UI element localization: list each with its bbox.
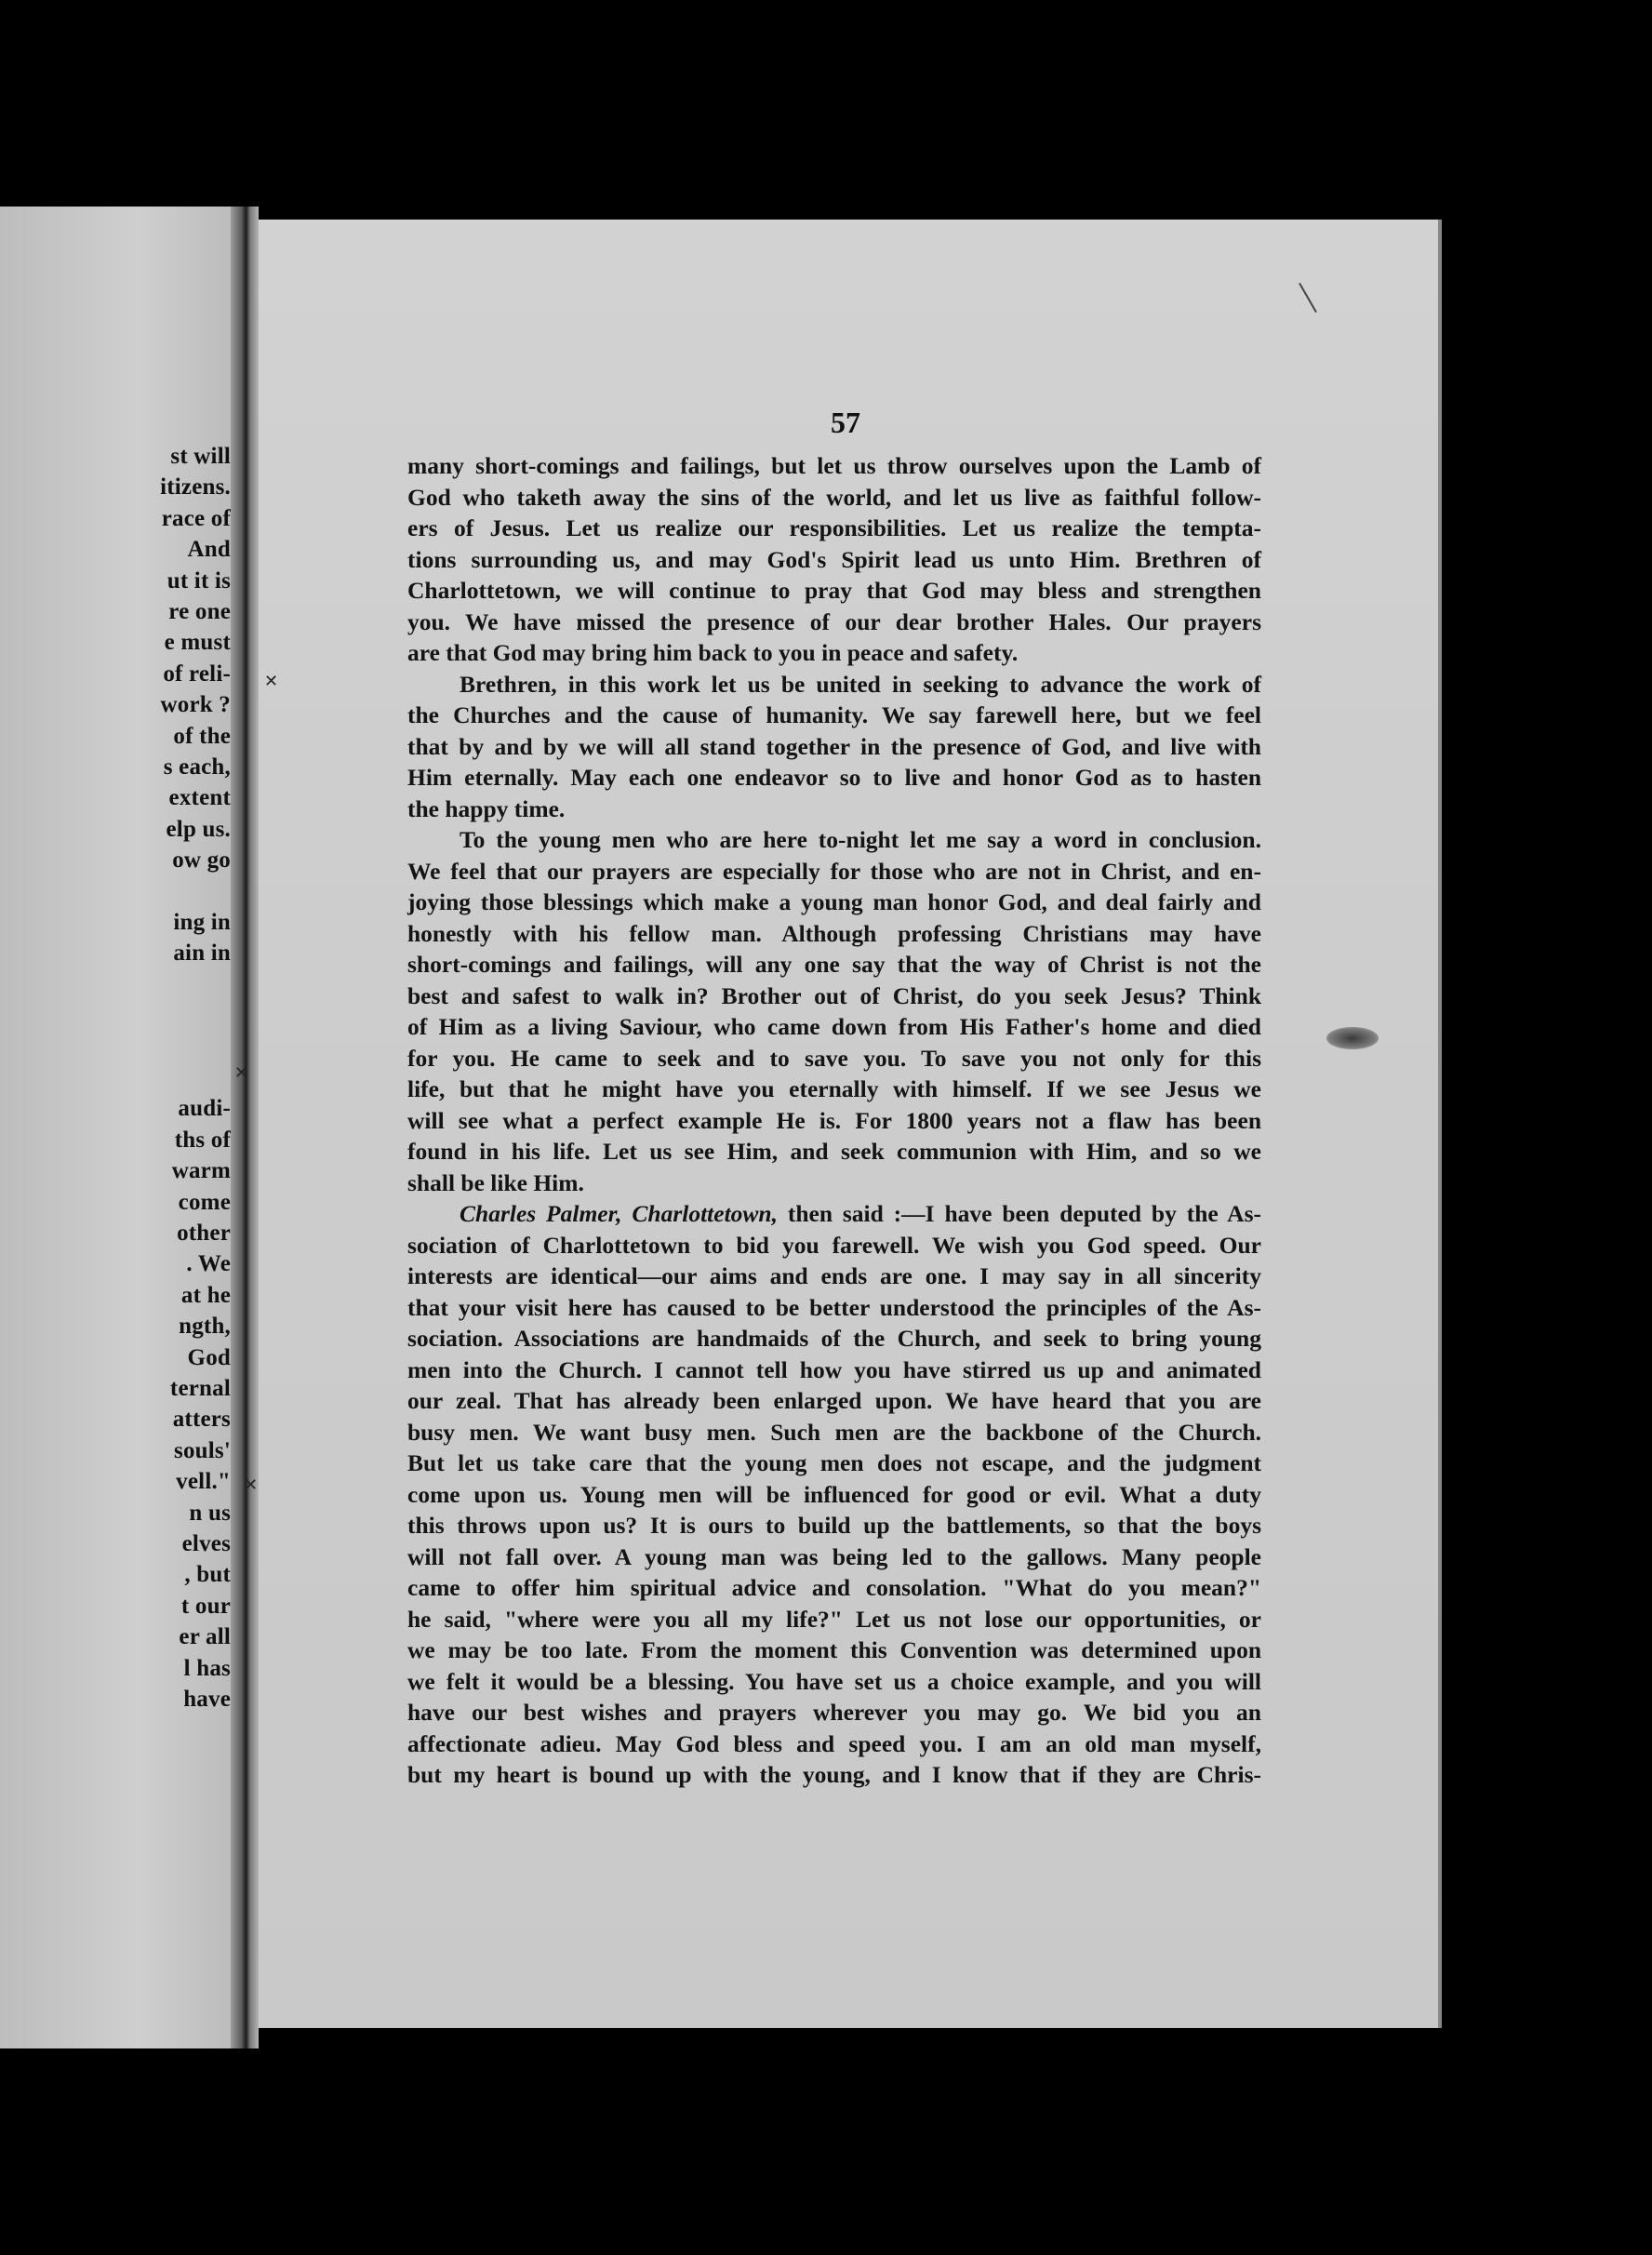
previous-page-line-fragment: ngth, (179, 1314, 231, 1340)
speaker-text-line: men into the Church. I cannot tell how you have stirred us up and animated (407, 1355, 1261, 1383)
previous-page-line-fragment: elp us. (166, 816, 231, 842)
previous-page-line-fragment: race of (161, 505, 231, 531)
body-text-line: joying those blessings which make a young man honor God, and deal fairly and (407, 888, 1261, 915)
previous-page-line-fragment: God (187, 1344, 231, 1370)
previous-page-line-fragment: elves (181, 1531, 231, 1556)
speaker-text-line: we may be too late. From the moment this Convention was determined upon (407, 1636, 1261, 1663)
previous-page-line-fragment: have (183, 1687, 231, 1712)
speaker-paragraph (407, 1198, 1261, 1791)
previous-page-line-fragment: at he (180, 1282, 231, 1308)
speaker-text-line: he said, "where were you all my life?" Let us not lose our opportunities, or (407, 1605, 1261, 1633)
body-text-line: life, but that he might have you eternally with himself. If we see Jesus we (407, 1075, 1261, 1102)
previous-page-line-fragment: warm (171, 1158, 231, 1184)
previous-page-line-fragment: , but (184, 1562, 231, 1588)
previous-page-line-fragment: atters (172, 1407, 231, 1433)
previous-page-line-fragment: itizens. (160, 474, 231, 500)
body-text-line: Brethren, in this work let us be united in seeking to advance the work of (460, 670, 1261, 698)
speaker-text-line: affectionate adieu. May God bless and speed you. I am an old man myself, (407, 1729, 1261, 1757)
body-text-line: God who taketh away the sins of the world, and let us live as faithful follow- (407, 483, 1261, 511)
body-text-line: for you. He came to seek and to save you. To save you not only for this (407, 1044, 1261, 1072)
previous-page-line-fragment: ternal (169, 1376, 231, 1401)
staple-mark-top: ✕ (264, 672, 279, 691)
previous-page-line-fragment: s each, (163, 754, 231, 780)
body-text-line: Him eternally. May each one endeavor so to live and honor God as to hasten (407, 764, 1261, 791)
speaker-text-line: came to offer him spiritual advice and consolation. "What do you mean?" (407, 1574, 1261, 1601)
speaker-first-line (407, 1198, 1261, 1230)
body-text-line: that by and by we will all stand together in the presence of God, and live with (407, 732, 1261, 760)
previous-page-line-fragment: t our (180, 1593, 231, 1619)
speaker-text-line: have our best wishes and prayers wherever you may go. We bid you an (407, 1699, 1261, 1726)
body-text-line: of Him as a living Saviour, who came down from His Father's home and died (407, 1013, 1261, 1040)
previous-page-line-fragment: n us (189, 1500, 231, 1526)
body-text-line: We feel that our prayers are especially for those who are not in Christ, and en- (407, 857, 1261, 885)
speaker-text-line: come upon us. Young men will be influenced for good or evil. What a duty (407, 1480, 1261, 1508)
previous-page-line-fragment: audi- (178, 1096, 231, 1122)
speaker-text-line: that your visit here has caused to be better understood the principles of the As- (407, 1293, 1261, 1321)
previous-page-line-fragment: . We (186, 1251, 231, 1277)
body-text-line: the happy time. (407, 794, 566, 822)
speaker-text-line: we felt it would be a blessing. You have set us a choice example, and you will (407, 1667, 1261, 1695)
body-text-line: the Churches and the cause of humanity. We say farewell here, but we feel (407, 701, 1261, 728)
body-text-line: best and safest to walk in? Brother out of Christ, do you seek Jesus? Think (407, 981, 1261, 1009)
previous-page-line-fragment: And (187, 537, 231, 563)
speaker-intro-text: then said :—I have been deputed by the As- (777, 1200, 1261, 1227)
previous-page-line-fragment: vell." (176, 1469, 231, 1495)
body-text-line: found in his life. Let us see Him, and seek communion with Him, and so we (407, 1138, 1261, 1165)
body-text-line: ers of Jesus. Let us realize our responsibilities. Let us realize the tempta- (407, 514, 1261, 541)
body-text-line: many short-comings and failings, but let us throw ourselves upon the Lamb of (407, 452, 1261, 479)
speaker-text-line: but my heart is bound up with the young, and I know that if they are Chris- (407, 1761, 1261, 1788)
previous-page-line-fragment: ths of (174, 1127, 231, 1153)
speaker-text-line: But let us take care that the young men does not escape, and the judgment (407, 1449, 1261, 1476)
speaker-text-line: this throws upon us? It is ours to build up the battlements, so that the boys (407, 1512, 1261, 1539)
previous-page-line-fragment: st will (170, 444, 231, 469)
previous-page-fragment (0, 207, 231, 2048)
body-text-line: tions surrounding us, and may God's Spirit lead us unto Him. Brethren of (407, 545, 1261, 573)
previous-page-line-fragment: work ? (160, 692, 231, 718)
staple-mark-bottom: ✕ (244, 1475, 259, 1495)
previous-page-line-fragment: extent (168, 785, 231, 811)
speaker-text-line: sociation of Charlottetown to bid you farewell. We wish you God speed. Our (407, 1231, 1261, 1259)
body-text-line: are that God may bring him back to you in peace and safety. (407, 639, 1019, 666)
closing-address-paragraphs (407, 450, 1261, 1198)
body-text-line: Charlottetown, we will continue to pray that God may bless and strengthen (407, 577, 1261, 604)
book-gutter (231, 207, 259, 2048)
previous-page-line-fragment: er all (179, 1624, 231, 1650)
speaker-remarks (407, 1230, 1261, 1791)
speaker-text-line: sociation. Associations are handmaids of the Church, and seek to bring young (407, 1325, 1261, 1352)
previous-page-line-fragment: come (178, 1189, 231, 1215)
previous-page-line-fragment: re one (168, 599, 231, 624)
speaker-text-line: our zeal. That has already been enlarged upon. We have heard that you are (407, 1387, 1261, 1414)
staple-mark-middle: ✕ (234, 1063, 249, 1083)
previous-page-line-fragment: ow go (172, 847, 231, 874)
previous-page-line-fragment: l has (183, 1655, 231, 1681)
previous-page-line-fragment: of the (173, 723, 231, 749)
previous-page-line-fragment: other (177, 1221, 231, 1246)
body-text-line: you. We have missed the presence of our dear brother Hales. Our prayers (407, 607, 1261, 635)
body-text-line: To the young men who are here to-night let me say a word in conclusion. (460, 826, 1261, 853)
page-body-text (407, 450, 1261, 1791)
previous-page-line-fragment: of reli- (163, 660, 231, 687)
body-text-line: will see what a perfect example He is. For 1800 years not a flaw has been (407, 1106, 1261, 1134)
previous-page-line-fragment: souls' (174, 1437, 231, 1463)
previous-page-line-fragment: ing in (173, 910, 231, 935)
body-text-line: honestly with his fellow man. Although professing Christians may have (407, 919, 1261, 947)
body-text-line: shall be like Him. (407, 1168, 584, 1196)
speaker-text-line: busy men. We want busy men. Such men are the backbone of the Church. (407, 1418, 1261, 1446)
previous-page-text-column (0, 207, 231, 2048)
previous-page-line-fragment: e must (164, 630, 231, 656)
previous-page-line-fragment: ain in (173, 941, 231, 967)
speaker-name: Charles Palmer, Charlottetown, (460, 1200, 778, 1227)
speaker-text-line: interests are identical—our aims and ends are one. I may say in all sincerity (407, 1262, 1261, 1289)
body-text-line: short-comings and failings, will any one say that the way of Christ is not the (407, 951, 1261, 978)
speaker-text-line: will not fall over. A young man was being led to the gallows. Many people (407, 1542, 1261, 1570)
ink-smudge (1326, 1027, 1379, 1049)
previous-page-line-fragment: ut it is (167, 567, 231, 594)
page-number: 57 (831, 406, 860, 439)
